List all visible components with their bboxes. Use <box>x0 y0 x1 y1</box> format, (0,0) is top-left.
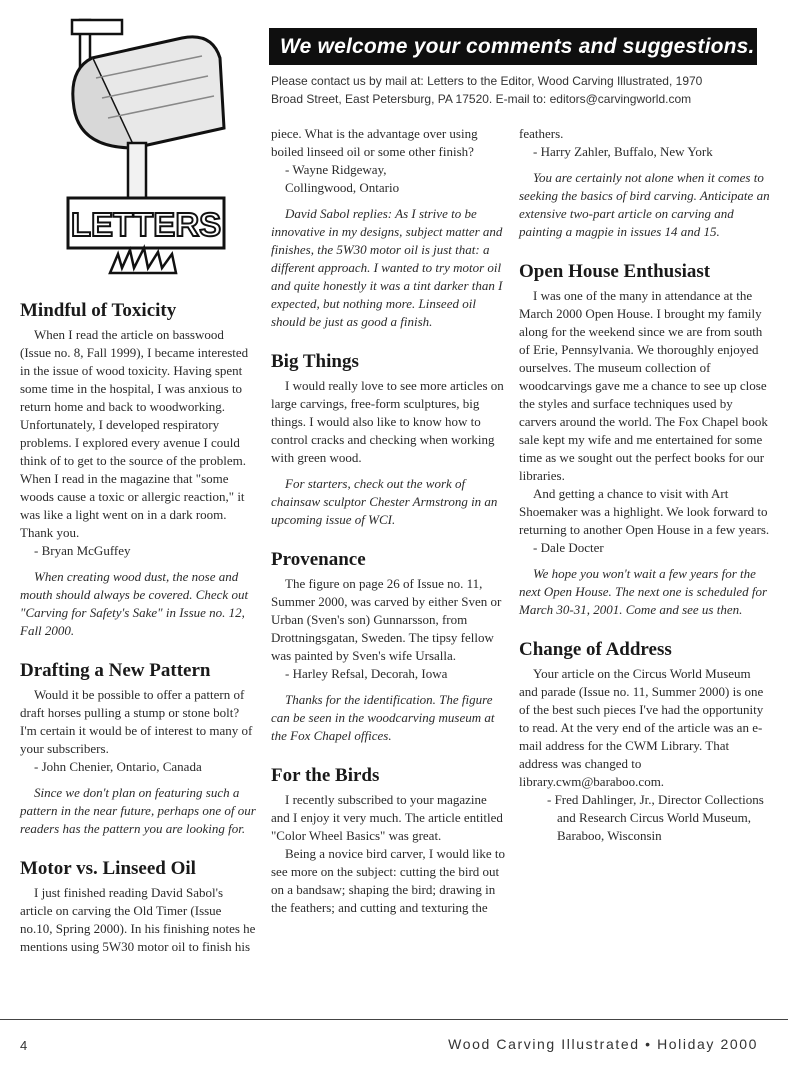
column-1 <box>20 300 256 958</box>
heading-open-house: Open House Enthusiast <box>519 261 711 282</box>
footer-publication: Wood Carving Illustrated • Holiday 2000 <box>448 1036 758 1052</box>
letter-signature: - John Chenier, Ontario, Canada <box>34 759 202 774</box>
letter-signature: - Dale Docter <box>533 540 604 555</box>
letter-body: When I read the article on basswood (Issue no. 8, Fall 1999), I became interested in the issue of wood toxicity. Having spent some time in the hospital, I was anxious to return home and back to woodworking. Unfortunately, I developed respiratory problems. I explored every avenue I could think of to get to the source of the problem. When I read in the magazine that "some woods cause a toxic or allergic reaction," it was like a light went on in a dark room. Thank you. <box>20 327 249 540</box>
letter-body: And getting a chance to visit with Art Shoemaker was a highlight. We look forward to returning to another Open House in a few years. <box>519 486 770 537</box>
logo-letters-text: LETTERS <box>70 206 222 243</box>
letter-drafting <box>20 660 256 838</box>
column-2 <box>271 125 506 917</box>
contact-info <box>271 72 761 108</box>
editor-reply: David Sabol replies: As I strive to be innovative in my designs, subject matter and finishes, the 5W30 motor oil is just that: a different approach. I wanted to try motor oil and quite honestly it was a tint darker than I expected, but nothing more. Linseed oil should be just as good a finish. <box>271 206 503 329</box>
editor-reply: When creating wood dust, the nose and mouth should always be covered. Check out "Carving for Safety's Sake" in Issue no. 12, Fall 2000. <box>20 569 249 638</box>
letter-body-continued: feathers. <box>519 126 564 141</box>
mailbox-illustration <box>62 18 234 280</box>
editor-reply: We hope you won't wait a few years for the next Open House. The next one is scheduled for March 30-31, 2001. Come and see us then. <box>519 566 768 617</box>
heading-drafting: Drafting a New Pattern <box>20 660 211 681</box>
heading-change-of-address: Change of Address <box>519 639 672 660</box>
letter-signature: - Bryan McGuffey <box>34 543 131 558</box>
letter-provenance <box>271 549 506 745</box>
heading-birds: For the Birds <box>271 765 380 786</box>
editor-reply: For starters, check out the work of chainsaw sculptor Chester Armstrong in an upcoming issue of WCI. <box>271 476 498 527</box>
letter-signature: - Fred Dahlinger, Jr., Director Collections and Research Circus World Museum, Baraboo, Wisconsin <box>547 792 764 843</box>
contact-line-2: Broad Street, East Petersburg, PA 17520. E-mail to: editors@carvingworld.com <box>271 92 692 106</box>
letter-signature: - Harley Refsal, Decorah, Iowa <box>285 666 448 681</box>
letter-body: Would it be possible to offer a pattern of draft horses pulling a stump or stone bolt? I'm certain it would be of interest to many of your subscribers. <box>20 687 253 756</box>
heading-motor-oil: Motor vs. Linseed Oil <box>20 858 196 879</box>
letter-change-of-address <box>519 639 771 845</box>
editor-reply: Thanks for the identification. The figure can be seen in the woodcarving museum at the Fox Chapel offices. <box>271 692 495 743</box>
heading-provenance: Provenance <box>271 549 366 570</box>
letter-toxicity <box>20 300 256 640</box>
letter-body: Your article on the Circus World Museum and parade (Issue no. 11, Summer 2000) is one of the best such pieces I've had the opportunity to read. At the very end of the article was an e-mail address for the CWM Library. That address was changed to library.cwm@baraboo.com. <box>519 666 764 789</box>
heading-toxicity: Mindful of Toxicity <box>20 300 177 321</box>
comments-banner: We welcome your comments and suggestions. <box>269 28 757 65</box>
page-number: 4 <box>20 1038 28 1053</box>
letter-body: The figure on page 26 of Issue no. 11, Summer 2000, was carved by either Sven or Urban (Sven's son) Gunnarsson, from Drottningsgatan, Sweden. The tipsy fellow was painted by Sven's wife Ursalla. <box>271 576 502 663</box>
letter-body: Being a novice bird carver, I would like to see more on the subject: cutting the bird out on a bandsaw; shaping the bird; drawing in the feathers; and cutting and texturing the <box>271 846 506 915</box>
letter-open-house <box>519 261 771 619</box>
letter-big-things <box>271 351 506 529</box>
footer-rule <box>0 1019 788 1020</box>
letter-body: I just finished reading David Sabol's article on carving the Old Timer (Issue no.10, Spring 2000). In his finishing notes he mentions using 5W30 motor oil to finish his <box>20 885 256 954</box>
letter-signature: - Wayne Ridgeway, <box>285 162 387 177</box>
letter-body: I would really love to see more articles on large carvings, free-form sculptures, big things. I would also like to know how to control cracks and checking when working with green wood. <box>271 378 504 465</box>
letter-body: I was one of the many in attendance at the March 2000 Open House. I brought my family along for the weekend since we are from south of Erie, Pennsylvania. We thoroughly enjoyed ourselves. The museum collection of woodcarvings gave me a chance to see up close the styles and surface techniques used by carvers around the world. The Fox Chapel book sale kept my wife and me entertained for some time as we sought out the perfect books for our libraries. <box>519 288 768 483</box>
editor-reply: You are certainly not alone when it comes to seeking the basics of bird carving. Anticipate an extensive two-part article on carving and painting a magpie in issues 14 and 15. <box>519 170 770 239</box>
letter-motor-oil <box>20 858 256 958</box>
contact-line-1: Please contact us by mail at: Letters to the Editor, Wood Carving Illustrated, 1970 <box>271 74 703 88</box>
editor-reply: Since we don't plan on featuring such a pattern in the near future, perhaps one of our readers has the pattern you are looking for. <box>20 785 256 836</box>
heading-big-things: Big Things <box>271 351 359 372</box>
letter-birds <box>271 765 506 917</box>
letter-body: I recently subscribed to your magazine and I enjoy it very much. The article entitled "Color Wheel Basics" was great. <box>271 792 503 843</box>
column-3 <box>519 125 771 845</box>
letter-body-continued: piece. What is the advantage over using boiled linseed oil or some other finish? <box>271 126 478 159</box>
letter-signature-location: Collingwood, Ontario <box>285 180 400 195</box>
letter-signature: - Harry Zahler, Buffalo, New York <box>533 144 713 159</box>
